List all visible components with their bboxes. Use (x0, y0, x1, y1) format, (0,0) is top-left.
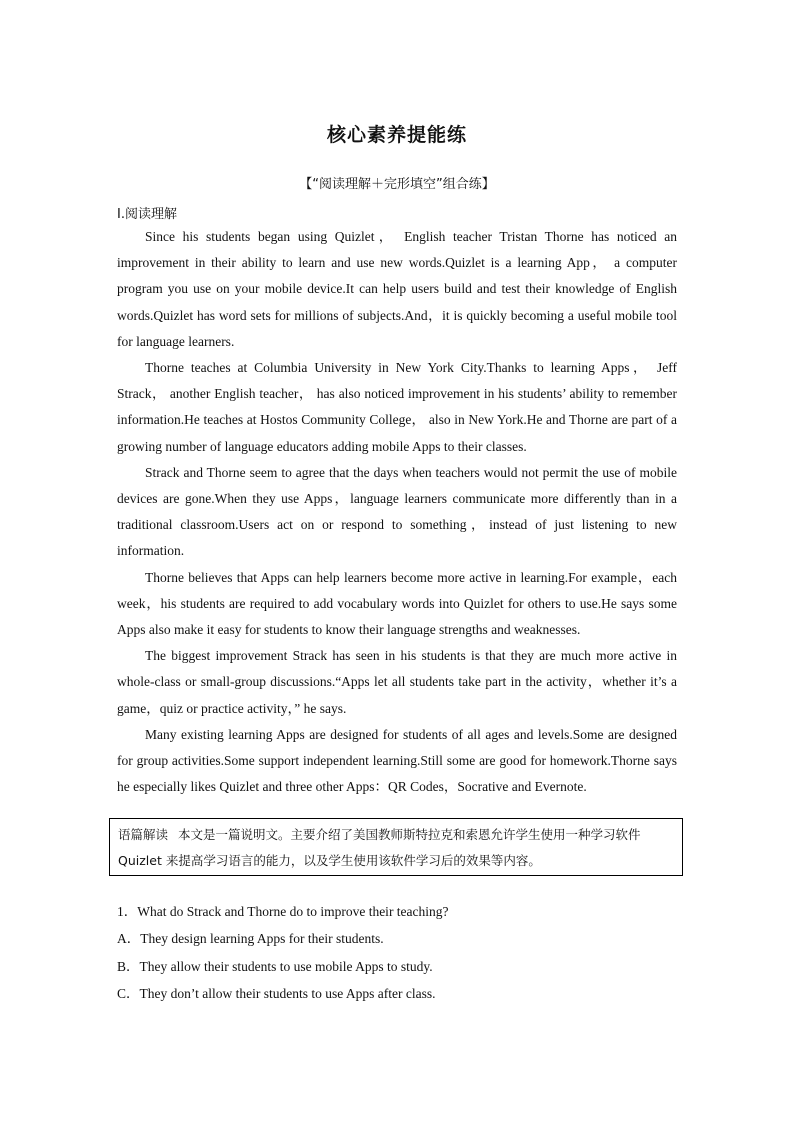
analysis-box (109, 818, 683, 876)
page-title: 核心素养提能练 (326, 124, 467, 146)
analysis-text: 本文是一篇说明文。主要介绍了美国教师斯特拉克和索恩允许学生使用一种学习软件 Quizlet 来提高学习语言的能力，以及学生使用该软件学习后的效果等内容。 (118, 827, 641, 868)
question-block (117, 898, 677, 1007)
question-option-c: C．They don’t allow their students to use Apps after class. (117, 985, 436, 1001)
reading-passage (117, 224, 677, 800)
passage-paragraph: Thorne believes that Apps can help learners become more active in learning.For example，each week，his students are required to add vocabulary words into Quizlet for others to use.He says some Apps also make it easy for students to know their language strengths and weaknesses. (117, 569, 677, 638)
passage-paragraph: Since his students began using Quizlet， English teacher Tristan Thorne has noticed an improvement in their ability to learn and use new words.Quizlet is a learning App， a computer program you use on your mobile device.It can help users build and test their knowledge of English words.Quizlet has word sets for millions of subjects.And，it is quickly becoming a useful mobile tool for language learners. (117, 229, 677, 349)
passage-paragraph: Many existing learning Apps are designed for students of all ages and levels.Some are designed for group activities.Some support independent learning.Still some are good for homework.Thorne says he especially likes Quizlet and three other Apps：QR Codes，Socrative and Evernote. (117, 726, 677, 795)
question-option-a: A．They design learning Apps for their students. (117, 931, 384, 947)
passage-paragraph: The biggest improvement Strack has seen in his students is that they are much more active in whole-class or small-group discussions.“Apps let all students take part in the activity，whether it’s a game，quiz or practice activity，” he says. (117, 648, 677, 716)
section-heading: Ⅰ.阅读理解 (117, 207, 177, 222)
passage-paragraph: Strack and Thorne seem to agree that the days when teachers would not permit the use of mobile devices are gone.When they use Apps，language learners communicate more differently than in a traditional classroom.Users act on or respond to something，instead of just listening to new information. (117, 464, 677, 559)
question-stem: 1．What do Strack and Thorne do to improve their teaching? (117, 904, 449, 919)
analysis-label: 语篇解读 (118, 827, 169, 842)
exercise-subtitle: 【“阅读理解＋完形填空”组合练】 (299, 177, 495, 192)
question-option-b: B．They allow their students to use mobile Apps to study. (117, 958, 433, 974)
passage-paragraph: Thorne teaches at Columbia University in New York City.Thanks to learning Apps， Jeff Strack， another English teacher， has also noticed improvement in his students’ ability to remember information.He teaches at Hostos Community College， also in New York.He and Thorne are part of a growing number of language educators adding mobile Apps to their classes. (117, 360, 677, 454)
